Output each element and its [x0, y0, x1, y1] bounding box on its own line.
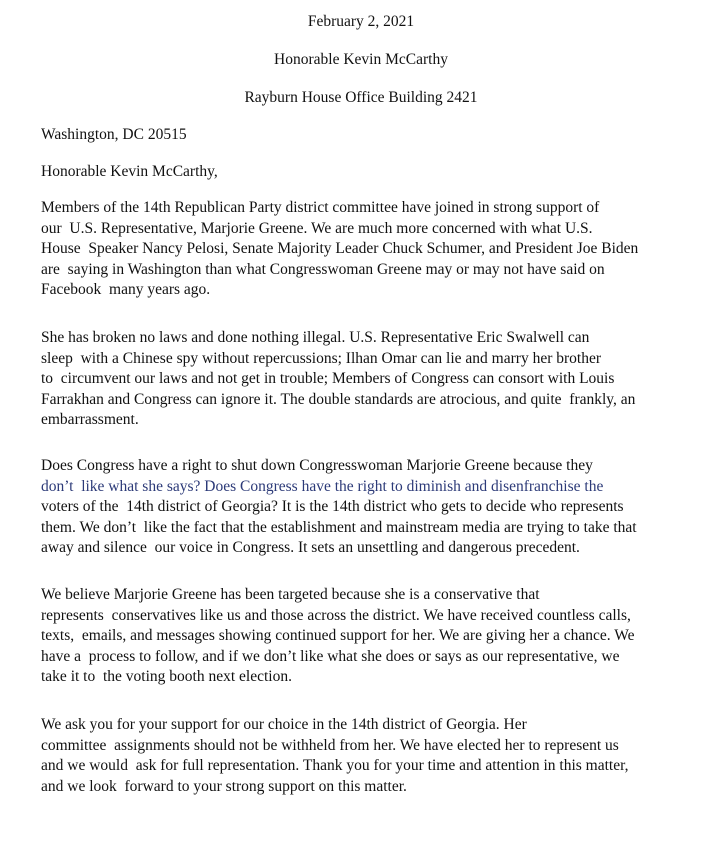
paragraph-4 — [41, 585, 635, 688]
paragraph-line: take it to the voting booth next election. — [41, 668, 292, 686]
paragraph-line: We ask you for your support for our choice in the 14th district of Georgia. Her — [41, 716, 527, 733]
paragraph-line: away and silence our voice in Congress. It sets an unsettling and dangerous precedent. — [41, 539, 580, 557]
salutation: Honorable Kevin McCarthy, — [41, 163, 218, 180]
paragraph-line: Farrakhan and Congress can ignore it. The double standards are atrocious, and quite frankly, an — [41, 390, 636, 408]
paragraph-line: texts, emails, and messages showing continued support for her. We are giving her a chance. We — [41, 627, 635, 645]
recipient-office: Rayburn House Office Building 2421 — [244, 89, 478, 106]
paragraph-line: committee assignments should not be withheld from her. We have elected her to represent us — [41, 736, 619, 754]
paragraph-line: She has broken no laws and done nothing illegal. U.S. Representative Eric Swalwell can — [41, 329, 590, 346]
paragraph-line: and we would ask for full representation. Thank you for your time and attention in this matter, — [41, 757, 629, 775]
paragraph-line: don’t like what she says? Does Congress have the right to diminish and disenfranchise the — [41, 477, 604, 495]
paragraph-line: have a process to follow, and if we don’t like what she does or says as our representative, we — [41, 647, 620, 665]
paragraph-line: Facebook many years ago. — [41, 281, 211, 299]
paragraph-line: House Speaker Nancy Pelosi, Senate Majority Leader Chuck Schumer, and President Joe Biden — [41, 240, 639, 258]
paragraph-line: embarrassment. — [41, 411, 139, 429]
paragraph-line: Does Congress have a right to shut down Congresswoman Marjorie Greene because they — [41, 457, 593, 474]
letter-date: February 2, 2021 — [307, 13, 415, 30]
recipient-name: Honorable Kevin McCarthy — [274, 51, 448, 68]
paragraph-line: to circumvent our laws and not get in trouble; Members of Congress can consort with Louis — [41, 370, 615, 388]
paragraph-line: our U.S. Representative, Marjorie Greene. We are much more concerned with what U.S. — [41, 219, 593, 237]
paragraph-line: Members of the 14th Republican Party district committee have joined in strong support of — [41, 199, 600, 216]
paragraph-line: are saying in Washington than what Congresswoman Greene may or may not have said on — [41, 260, 605, 278]
paragraph-line: them. We don’t like the fact that the establishment and mainstream media are trying to take that — [41, 518, 637, 536]
recipient-city: Washington, DC 20515 — [41, 126, 187, 143]
paragraph-line: We believe Marjorie Greene has been targeted because she is a conservative that — [41, 586, 540, 603]
paragraph-line: voters of the 14th district of Georgia? It is the 14th district who gets to decide who represents — [41, 498, 624, 516]
paragraph-line: represents conservatives like us and those across the district. We have received countless calls, — [41, 606, 631, 624]
paragraph-3 — [41, 456, 637, 559]
paragraph-2 — [41, 328, 635, 431]
paragraph-5 — [41, 715, 629, 797]
paragraph-1 — [41, 198, 638, 301]
paragraph-line: and we look forward to your strong support on this matter. — [41, 777, 407, 795]
paragraph-line: sleep with a Chinese spy without repercussions; Ilhan Omar can lie and marry her brother — [41, 349, 601, 367]
